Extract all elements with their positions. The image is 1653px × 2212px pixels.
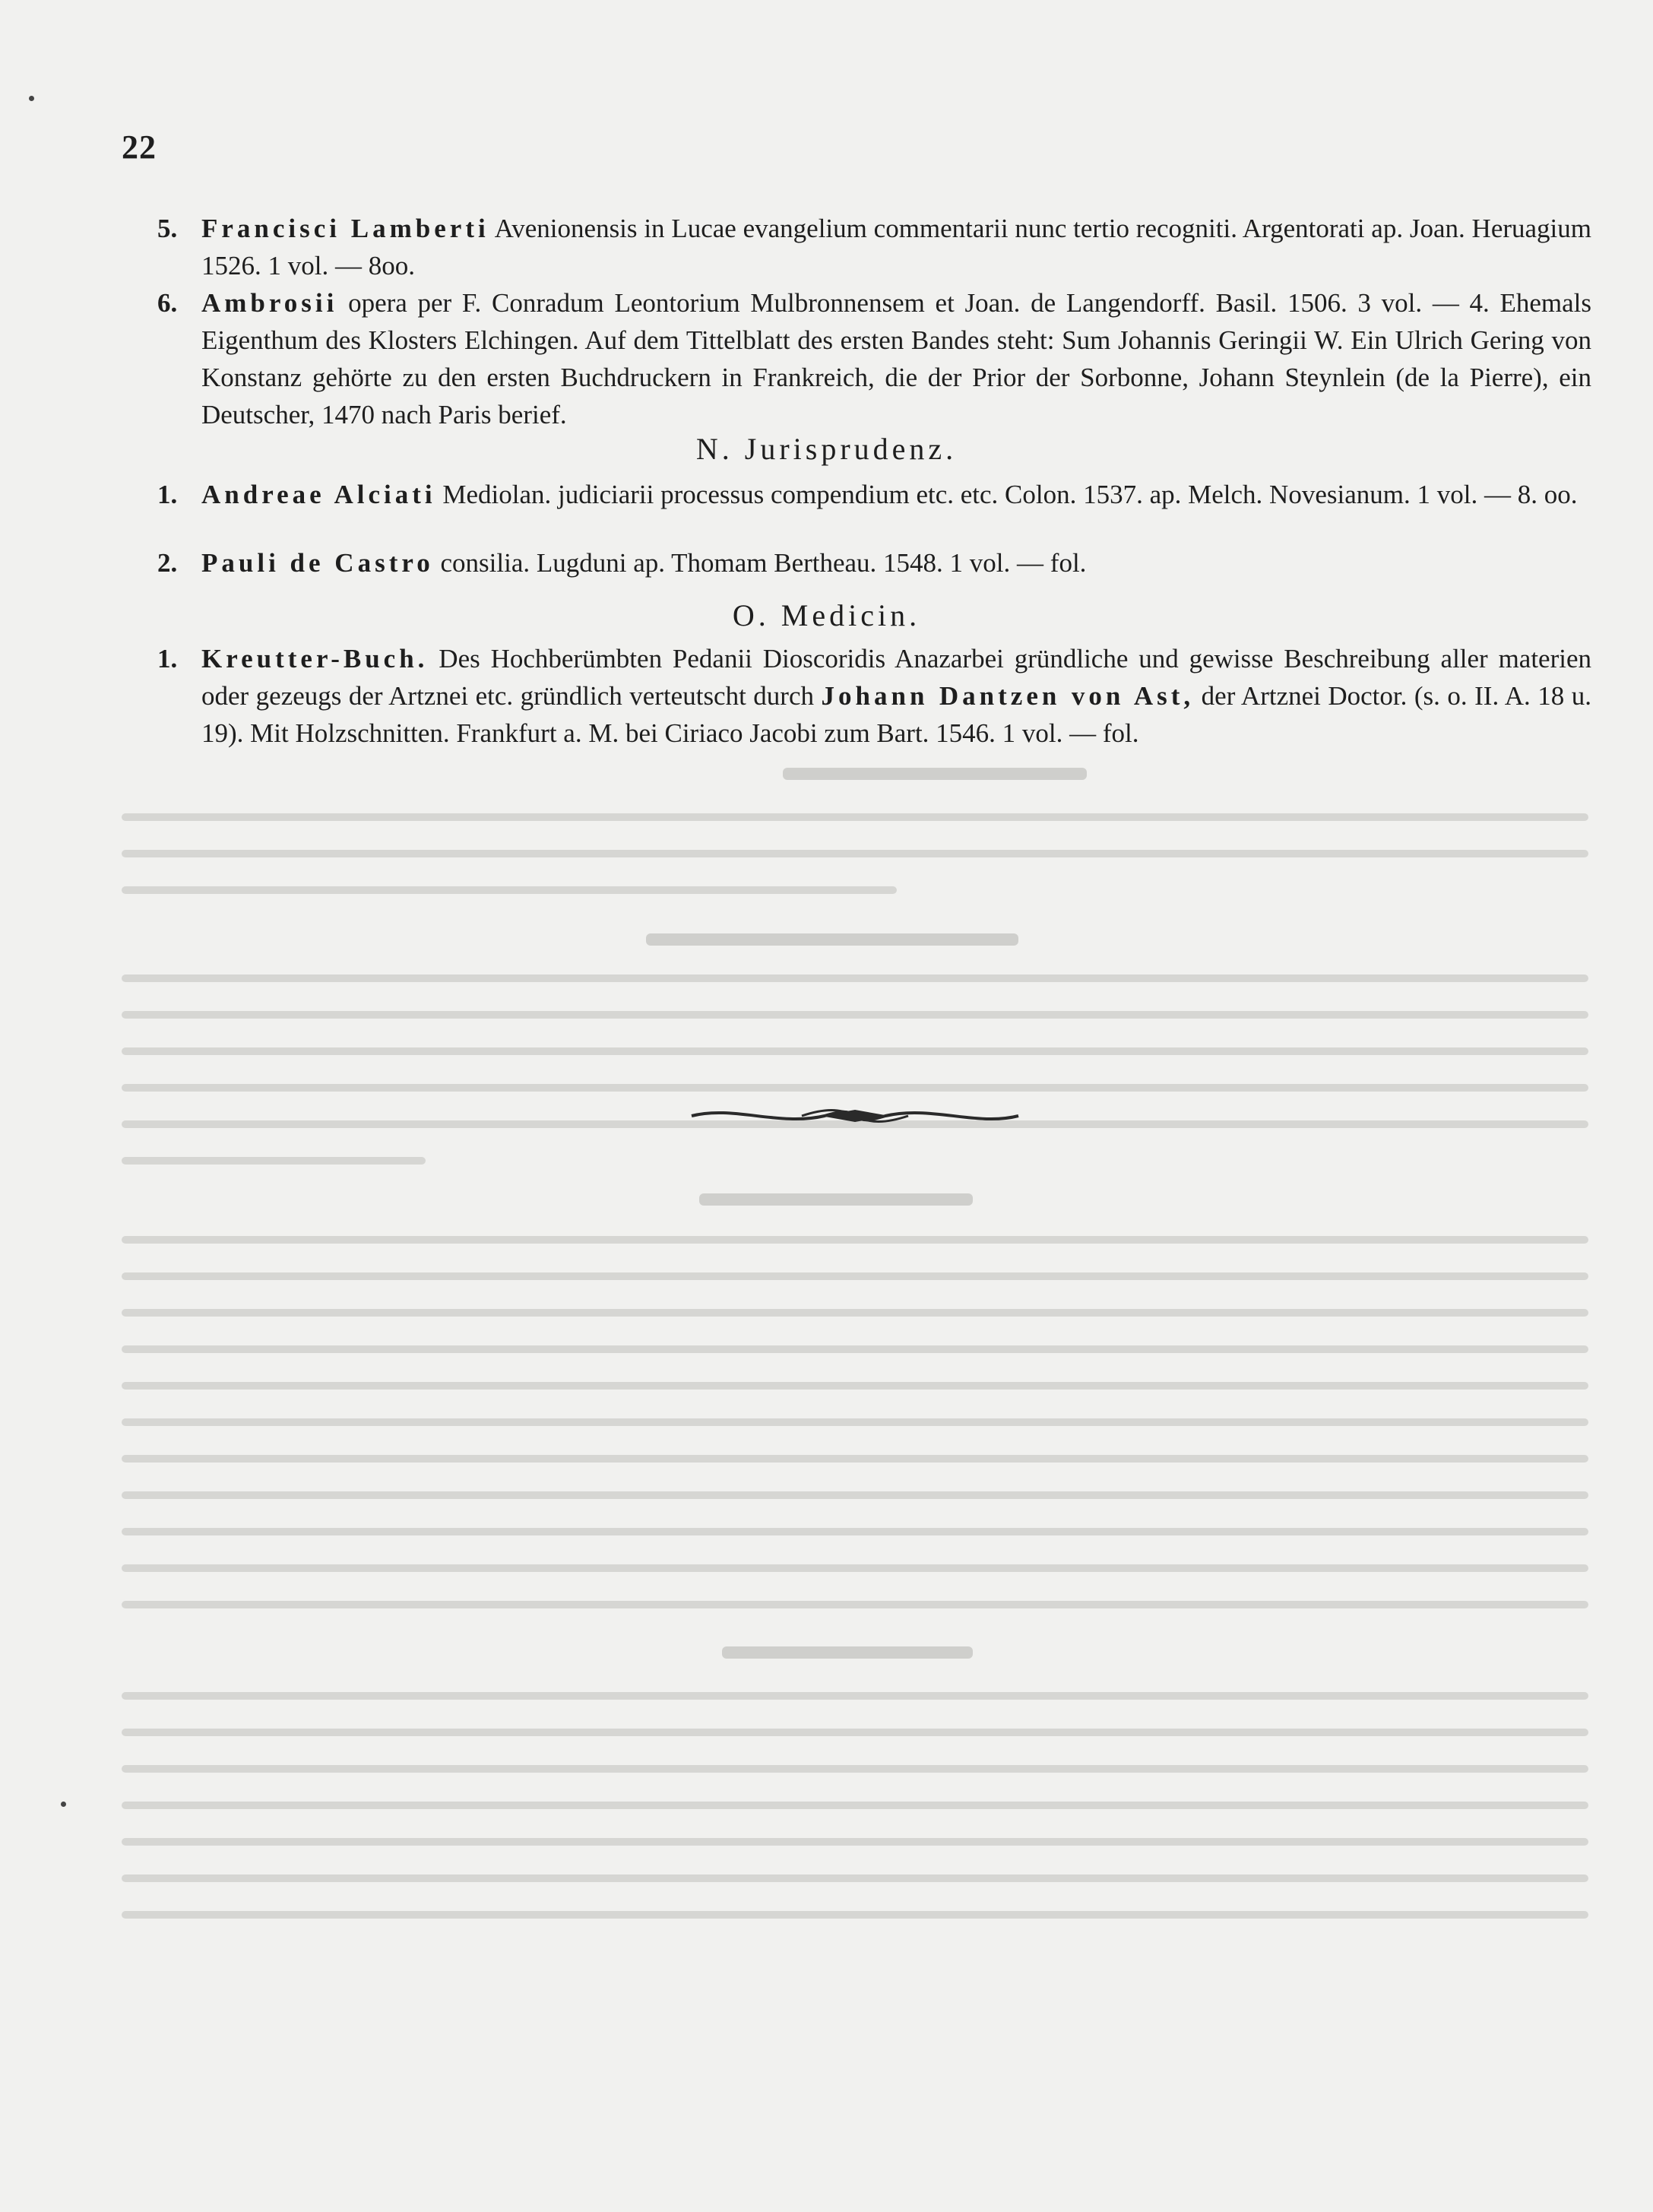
entry-author: Francisci Lamberti: [201, 214, 489, 243]
entry-author: Pauli de Castro: [201, 548, 434, 578]
entry-number: 1.: [157, 644, 178, 673]
entry-text: opera per F. Conradum Leontorium Mulbronnensem et Joan. de Langendorff. Basil. 1506. 3 vol. — 4. Ehemals Eigenthum des Klosters Elchingen. Auf dem Tittelblatt des ersten Bandes steht: Sum Johannis Geringii W. Ein Ulrich Gering von Konstanz gehörte zu den ersten Buchdruckern in Frankreich, die der Prior der Sorbonne, Johann Steynlein (de la Pierre), ein Deutscher, 1470 nach Paris berief.: [201, 288, 1591, 429]
ink-speck: [61, 1802, 66, 1807]
entry-text: Avenionensis in Lucae evangelium commentarii nunc tertio recogniti. Argentorati ap. Joan. Heruagium 1526. 1 vol. — 8oo.: [201, 214, 1592, 280]
section-heading-medicin: O. Medicin.: [732, 598, 921, 632]
entry-text: consilia. Lugduni ap. Thomam Bertheau. 1548. 1 vol. — fol.: [440, 548, 1087, 578]
entry-number: 5.: [157, 214, 178, 243]
list-item: [157, 476, 1591, 513]
entry-text-continued: der Artznei Doctor. (s. o. II. A. 18 u. 19). Mit Holzschnitten. Frankfurt a. M. bei Ciriaco Jacobi zum Bart. 1546. 1 vol. — fol.: [201, 681, 1592, 748]
ink-speck: [29, 96, 34, 101]
entry-number: 2.: [157, 548, 178, 578]
page-number: 22: [122, 128, 157, 166]
list-item: [157, 640, 1592, 752]
entry-text: Mediolan. judiciarii processus compendium etc. etc. Colon. 1537. ap. Melch. Novesianum. 1 vol. — 8. oo.: [442, 480, 1578, 509]
list-item: [157, 544, 1591, 582]
section-heading-jurisprudenz: N. Jurisprudenz.: [695, 432, 958, 466]
entry-author: Kreutter-Buch.: [201, 644, 429, 673]
list-item: [157, 210, 1592, 284]
entry-number: 6.: [157, 288, 178, 318]
entry-author-secondary: Johann Dantzen von Ast,: [821, 681, 1195, 711]
entry-text: Des Hochberümbten Pedanii Dioscoridis Anazarbei gründliche und gewisse Beschreibung aller materien oder gezeugs der Artznei etc. gründlich verteutscht durch: [201, 644, 1591, 711]
entry-number: 1.: [157, 480, 178, 509]
list-item: [157, 284, 1591, 433]
entry-author: Andreae Alciati: [201, 480, 436, 509]
entry-author: Ambrosii: [201, 288, 338, 318]
end-flourish-ornament: [688, 1102, 1022, 1130]
